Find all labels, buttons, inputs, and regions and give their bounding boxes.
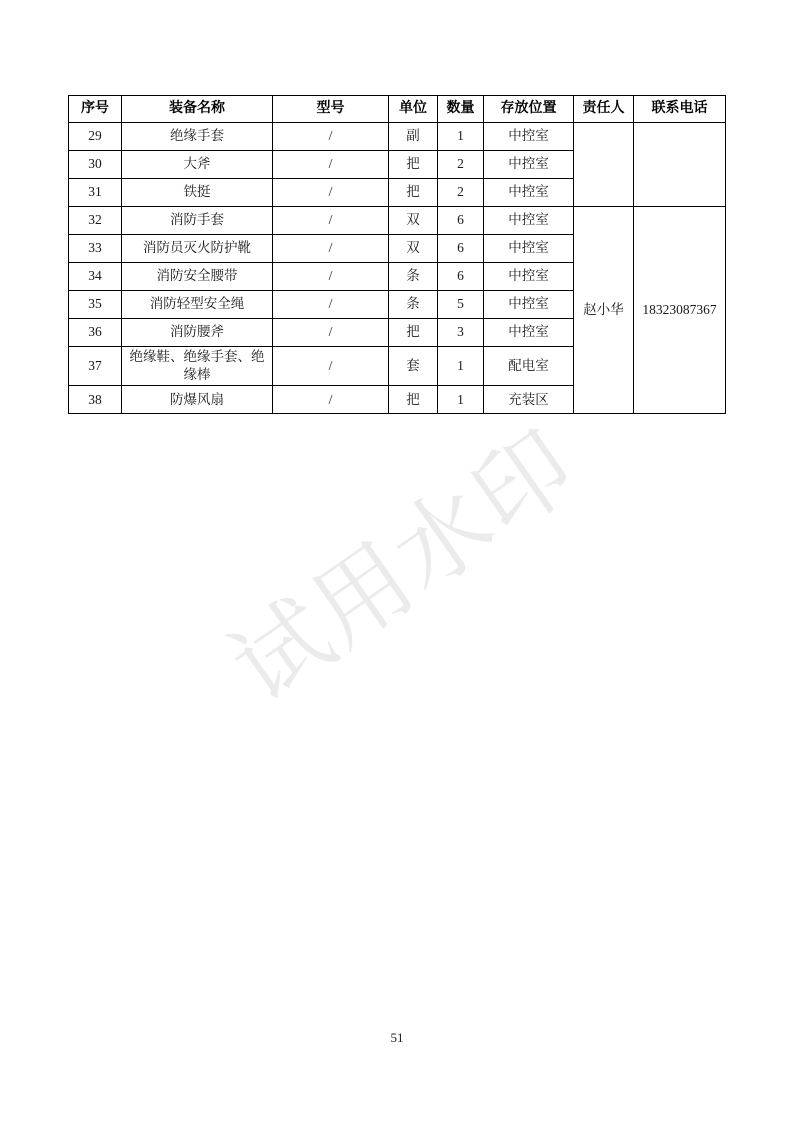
cell-model: / — [273, 347, 389, 386]
cell-name: 消防手套 — [122, 207, 273, 235]
cell-unit: 条 — [389, 263, 438, 291]
cell-owner-group-1 — [574, 123, 634, 207]
cell-no: 30 — [69, 151, 122, 179]
cell-unit: 条 — [389, 291, 438, 319]
cell-qty: 1 — [438, 123, 484, 151]
cell-qty: 1 — [438, 347, 484, 386]
trial-watermark: 试用水印 — [213, 410, 596, 723]
cell-no: 29 — [69, 123, 122, 151]
cell-no: 38 — [69, 386, 122, 414]
header-location: 存放位置 — [484, 96, 574, 123]
table-row — [69, 123, 726, 151]
cell-model: / — [273, 207, 389, 235]
cell-phone-group-2: 18323087367 — [634, 207, 726, 414]
cell-name: 绝缘手套 — [122, 123, 273, 151]
cell-qty: 1 — [438, 386, 484, 414]
table-row — [69, 207, 726, 235]
cell-location: 充装区 — [484, 386, 574, 414]
page-number: 51 — [390, 1030, 404, 1045]
cell-name: 绝缘鞋、绝缘手套、绝缘棒 — [122, 347, 273, 386]
cell-location: 配电室 — [484, 347, 574, 386]
cell-name: 消防安全腰带 — [122, 263, 273, 291]
cell-qty: 6 — [438, 207, 484, 235]
cell-qty: 2 — [438, 151, 484, 179]
table-header-row — [69, 96, 726, 123]
cell-no: 32 — [69, 207, 122, 235]
header-phone: 联系电话 — [634, 96, 726, 123]
cell-model: / — [273, 179, 389, 207]
cell-unit: 把 — [389, 179, 438, 207]
equipment-table — [68, 95, 726, 414]
header-qty: 数量 — [438, 96, 484, 123]
cell-no: 36 — [69, 319, 122, 347]
cell-model: / — [273, 386, 389, 414]
header-model: 型号 — [273, 96, 389, 123]
cell-unit: 副 — [389, 123, 438, 151]
cell-name: 消防轻型安全绳 — [122, 291, 273, 319]
cell-name: 消防腰斧 — [122, 319, 273, 347]
cell-unit: 把 — [389, 319, 438, 347]
header-unit: 单位 — [389, 96, 438, 123]
cell-name: 防爆风扇 — [122, 386, 273, 414]
cell-location: 中控室 — [484, 263, 574, 291]
cell-owner-group-2: 赵小华 — [574, 207, 634, 414]
cell-no: 34 — [69, 263, 122, 291]
cell-name: 消防员灭火防护靴 — [122, 235, 273, 263]
cell-no: 31 — [69, 179, 122, 207]
cell-no: 33 — [69, 235, 122, 263]
cell-location: 中控室 — [484, 319, 574, 347]
header-owner: 责任人 — [574, 96, 634, 123]
cell-model: / — [273, 235, 389, 263]
cell-location: 中控室 — [484, 179, 574, 207]
cell-unit: 套 — [389, 347, 438, 386]
cell-name: 大斧 — [122, 151, 273, 179]
cell-unit: 把 — [389, 386, 438, 414]
cell-location: 中控室 — [484, 291, 574, 319]
cell-location: 中控室 — [484, 235, 574, 263]
cell-qty: 5 — [438, 291, 484, 319]
cell-qty: 2 — [438, 179, 484, 207]
cell-model: / — [273, 319, 389, 347]
cell-no: 37 — [69, 347, 122, 386]
header-no: 序号 — [69, 96, 122, 123]
cell-phone-group-1 — [634, 123, 726, 207]
cell-location: 中控室 — [484, 123, 574, 151]
cell-qty: 6 — [438, 263, 484, 291]
cell-qty: 6 — [438, 235, 484, 263]
cell-model: / — [273, 151, 389, 179]
cell-name: 铁挺 — [122, 179, 273, 207]
header-name: 装备名称 — [122, 96, 273, 123]
cell-model: / — [273, 291, 389, 319]
cell-model: / — [273, 263, 389, 291]
cell-unit: 双 — [389, 207, 438, 235]
cell-unit: 双 — [389, 235, 438, 263]
cell-unit: 把 — [389, 151, 438, 179]
cell-location: 中控室 — [484, 207, 574, 235]
cell-qty: 3 — [438, 319, 484, 347]
cell-location: 中控室 — [484, 151, 574, 179]
cell-no: 35 — [69, 291, 122, 319]
cell-model: / — [273, 123, 389, 151]
